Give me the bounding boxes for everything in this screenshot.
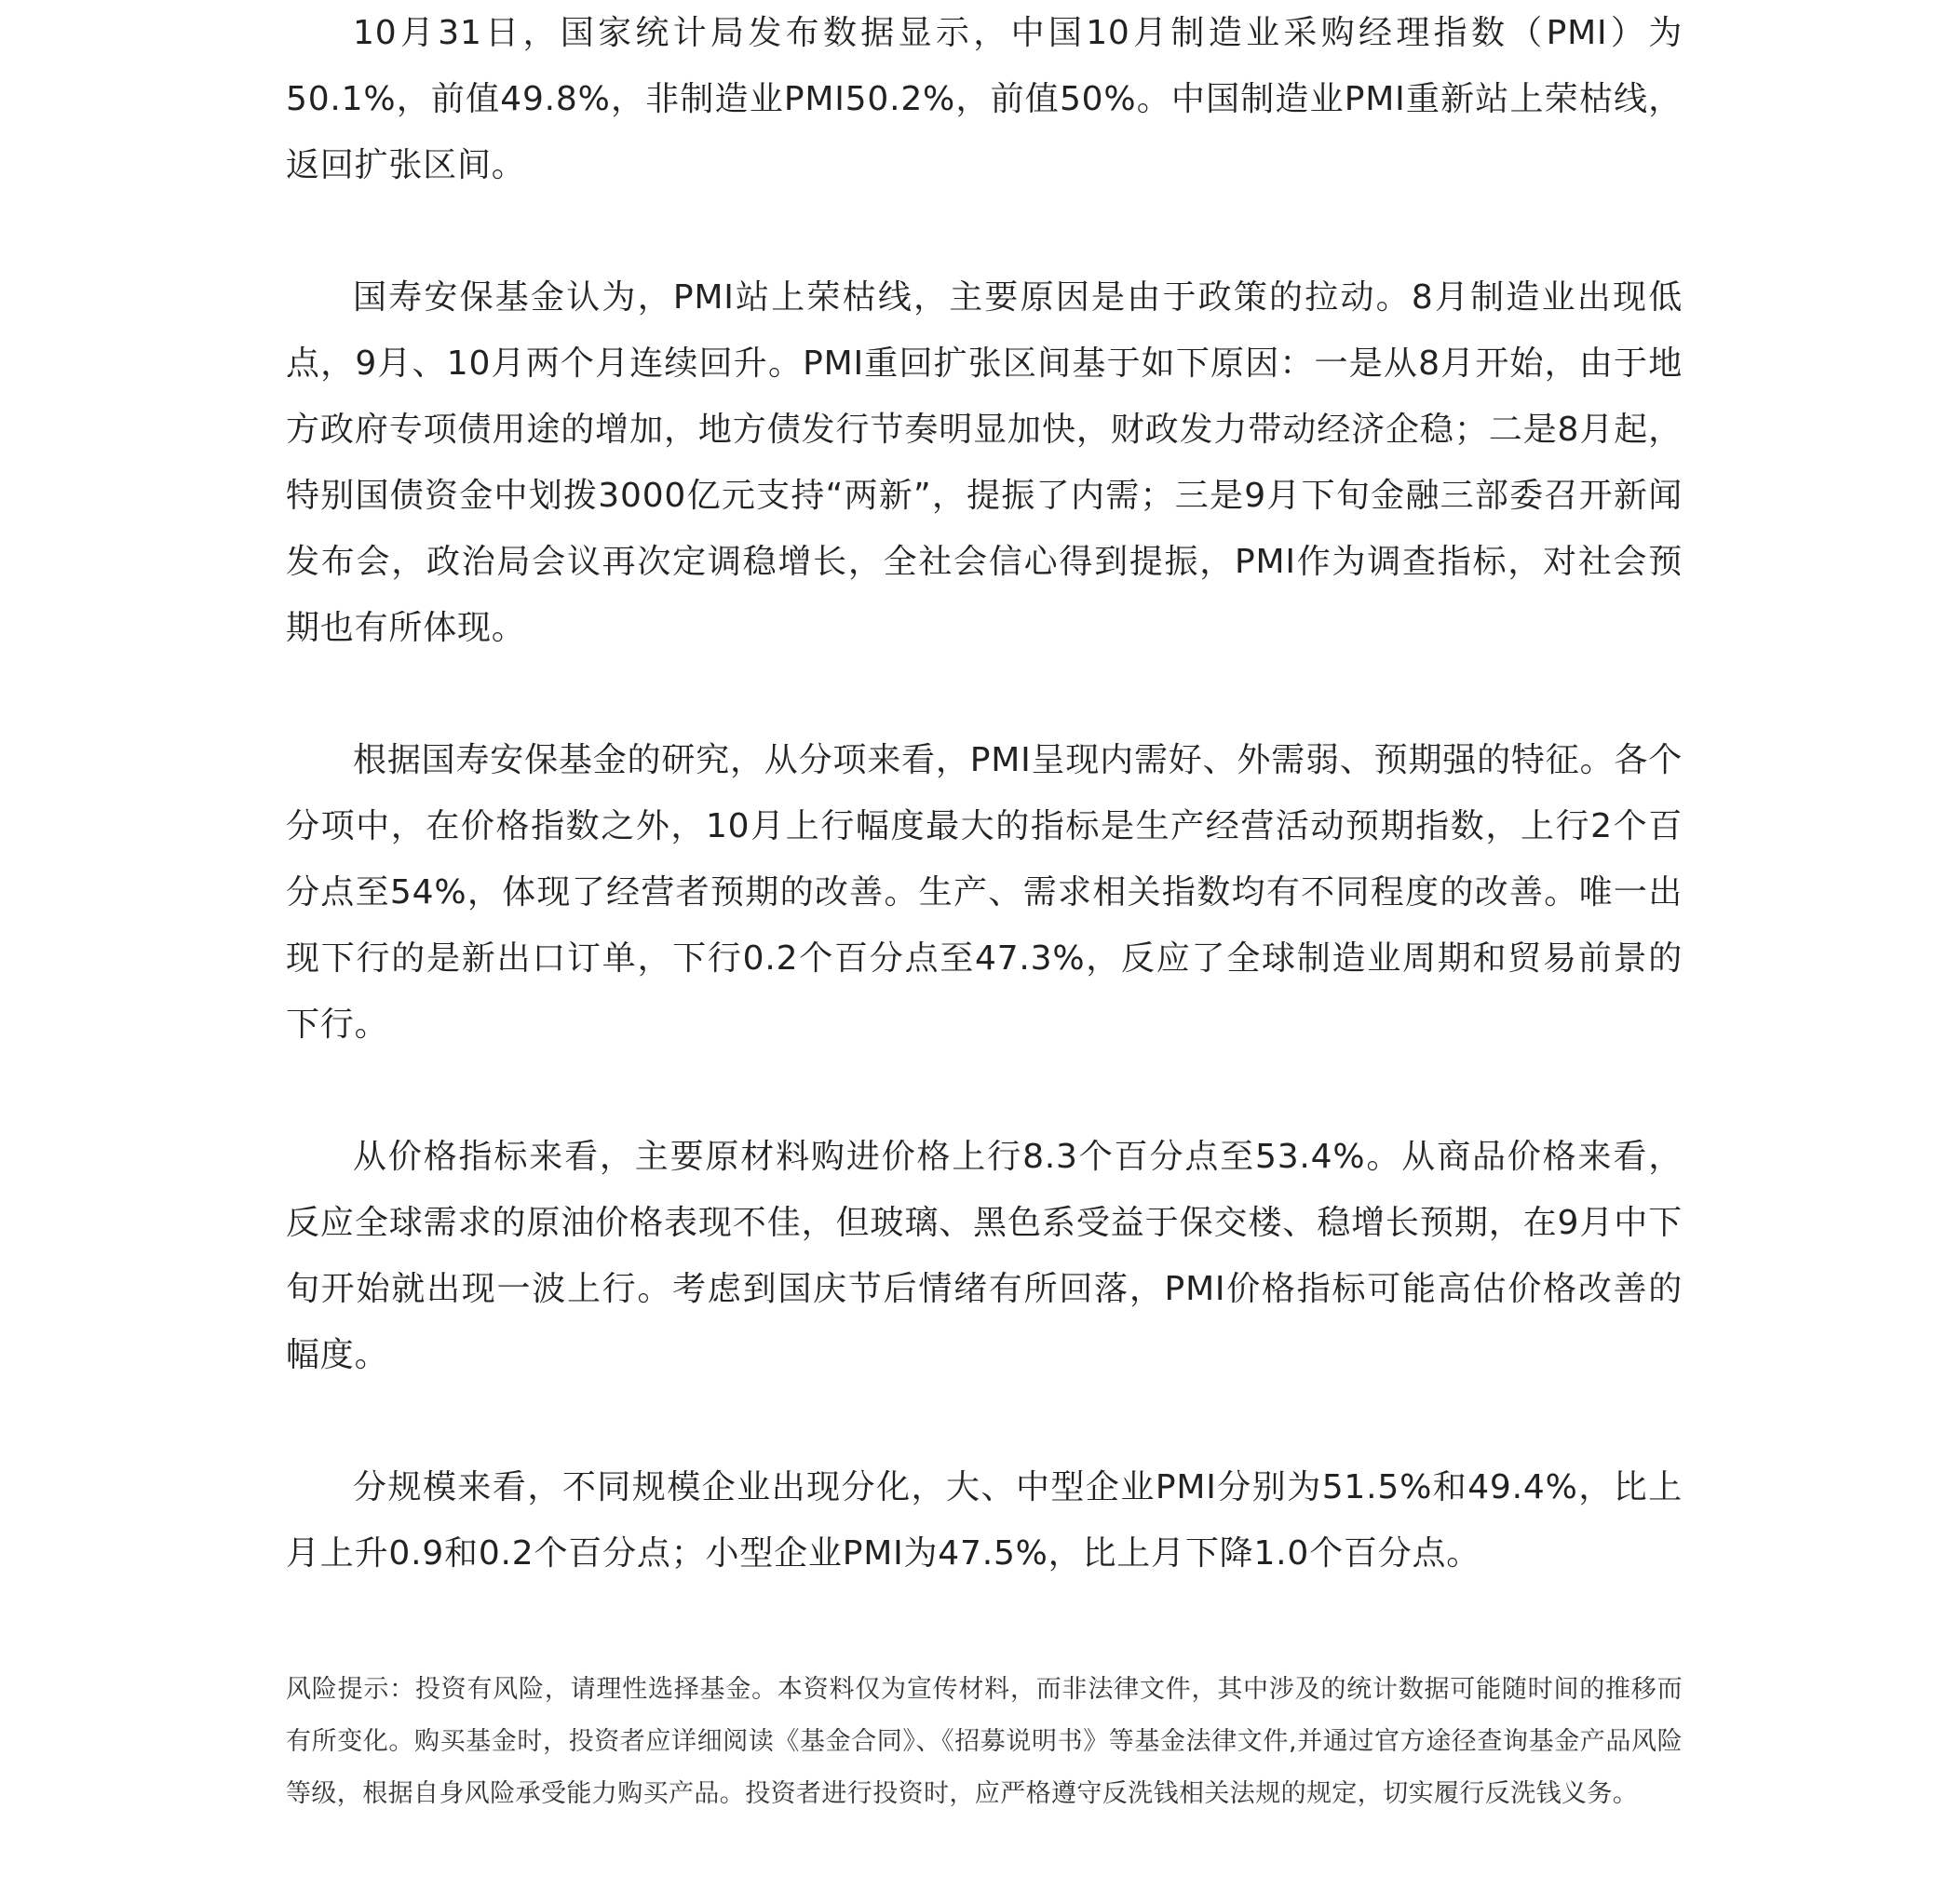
article-paragraph-pmi-release: 10月31日，国家统计局发布数据显示，中国10月制造业采购经理指数（PMI）为50.1%，前值49.8%，非制造业PMI50.2%，前值50%。中国制造业PMI重新站上荣枯线，返回扩张区间。: [286, 14, 1683, 184]
article-paragraph-enterprise-scale: 分规模来看，不同规模企业出现分化，大、中型企业PMI分别为51.5%和49.4%，比上月上升0.9和0.2个百分点；小型企业PMI为47.5%，比上月下降1.0个百分点。: [286, 1468, 1683, 1573]
article-body: [286, 0, 1683, 1587]
article-paragraph-price-indicators: 从价格指标来看，主要原材料购进价格上行8.3个百分点至53.4%。从商品价格来看，反应全球需求的原油价格表现不佳，但玻璃、黑色系受益于保交楼、稳增长预期，在9月中下旬开始就出现一波上行。考虑到国庆节后情绪有所回落，PMI价格指标可能高估价格改善的幅度。: [286, 1138, 1683, 1374]
article-paragraph-subindex-analysis: 根据国寿安保基金的研究，从分项来看，PMI呈现内需好、外需弱、预期强的特征。各个分项中，在价格指数之外，10月上行幅度最大的指标是生产经营活动预期指数，上行2个百分点至54%，体现了经营者预期的改善。生产、需求相关指数均有不同程度的改善。唯一出现下行的是新出口订单，下行0.2个百分点至47.3%，反应了全球制造业周期和贸易前景的下行。: [286, 741, 1683, 1044]
article-paragraph-policy-drivers: 国寿安保基金认为，PMI站上荣枯线，主要原因是由于政策的拉动。8月制造业出现低点，9月、10月两个月连续回升。PMI重回扩张区间基于如下原因：一是从8月开始，由于地方政府专项债用途的增加，地方债发行节奏明显加快，财政发力带动经济企稳；二是8月起，特别国债资金中划拨3000亿元支持“两新”，提振了内需；三是9月下旬金融三部委召开新闻发布会，政治局会议再次定调稳增长，全社会信心得到提振，PMI作为调查指标，对社会预期也有所体现。: [286, 278, 1683, 647]
risk-disclaimer: 风险提示：投资有风险，请理性选择基金。本资料仅为宣传材料，而非法律文件，其中涉及的统计数据可能随时间的推移而有所变化。购买基金时，投资者应详细阅读《基金合同》、《招募说明书》等基金法律文件,并通过官方途径查询基金产品风险等级，根据自身风险承受能力购买产品。投资者进行投资时，应严格遵守反洗钱相关法规的规定，切实履行反洗钱义务。: [286, 1675, 1683, 1808]
